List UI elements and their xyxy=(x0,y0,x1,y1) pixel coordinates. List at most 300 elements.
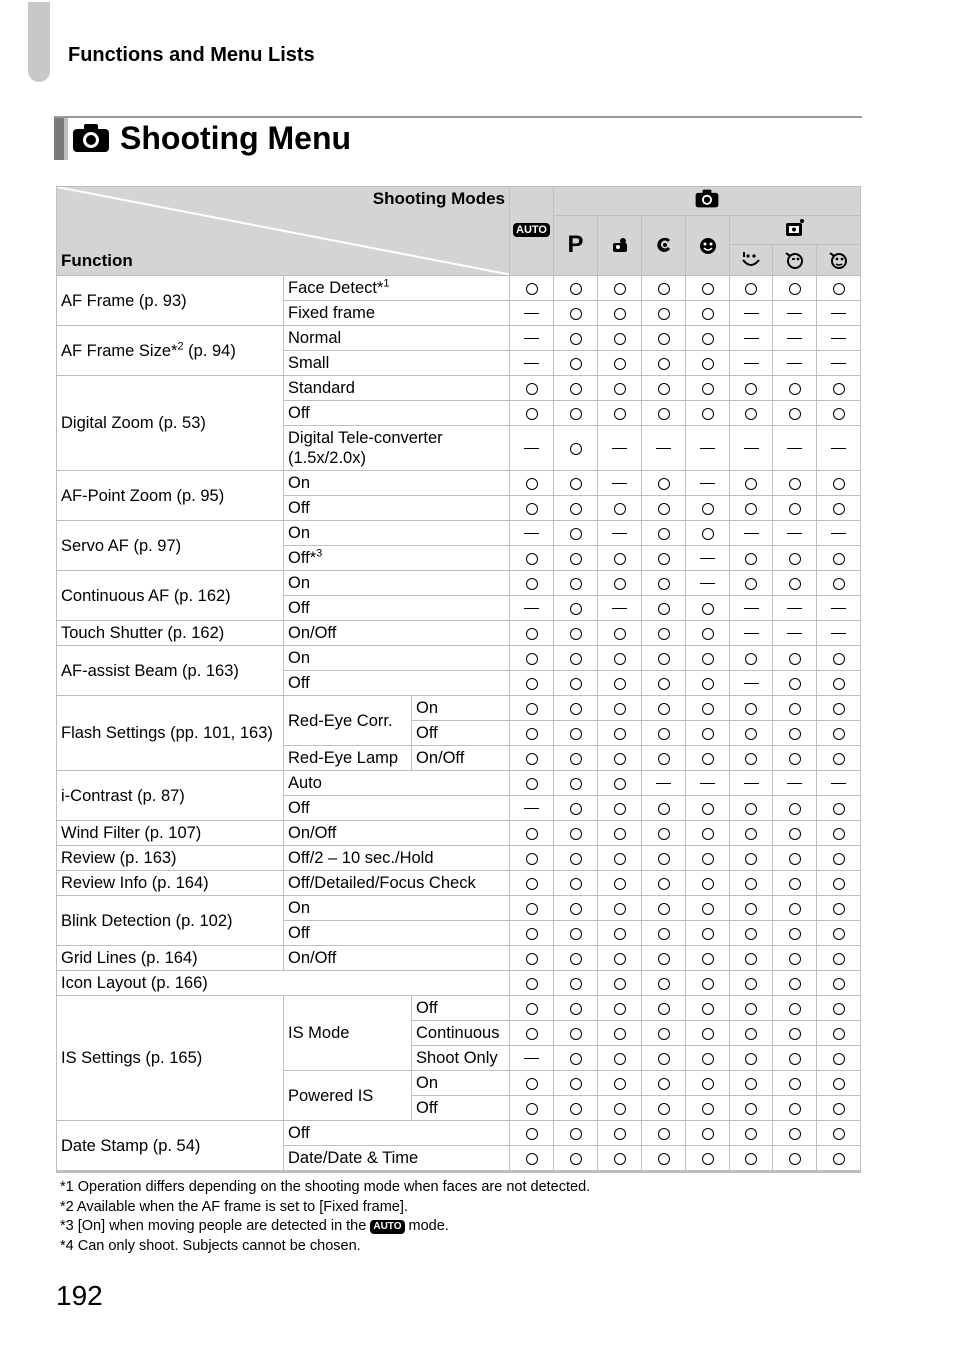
mode-availability-cell xyxy=(554,946,598,971)
page-title xyxy=(72,118,351,158)
available-mark xyxy=(833,1003,845,1015)
available-mark xyxy=(614,653,626,665)
option-cell: Small xyxy=(284,351,510,376)
available-mark xyxy=(745,1153,757,1165)
mode-availability-cell xyxy=(773,1071,817,1096)
mode-availability-cell xyxy=(773,796,817,821)
function-cell: AF Frame Size*$^2$ (p. 94) xyxy=(57,326,284,376)
mode-availability-cell xyxy=(686,1121,730,1146)
available-mark xyxy=(658,978,670,990)
available-mark xyxy=(614,953,626,965)
mode-availability-cell xyxy=(510,646,554,671)
mode-availability-cell xyxy=(642,771,686,796)
available-mark xyxy=(745,478,757,490)
available-mark xyxy=(658,953,670,965)
kids-pets-icon xyxy=(598,237,641,255)
available-mark xyxy=(658,1053,670,1065)
unavailable-mark xyxy=(787,783,802,784)
mode-availability-cell xyxy=(730,821,773,846)
unavailable-mark xyxy=(787,313,802,314)
mode-availability-cell xyxy=(730,946,773,971)
unavailable-mark xyxy=(744,338,759,339)
mode-availability-cell xyxy=(730,1046,773,1071)
available-mark xyxy=(833,928,845,940)
available-mark xyxy=(745,1103,757,1115)
option-cell: Standard xyxy=(284,376,510,401)
available-mark xyxy=(789,408,801,420)
mode-availability-cell xyxy=(817,921,861,946)
self-timer-smile-icon xyxy=(730,250,772,270)
mode-availability-cell xyxy=(773,746,817,771)
available-mark xyxy=(570,308,582,320)
mode-availability-cell xyxy=(510,946,554,971)
available-mark xyxy=(789,653,801,665)
portrait-icon xyxy=(642,236,685,256)
available-mark xyxy=(526,283,538,295)
mode-availability-cell xyxy=(773,946,817,971)
mode-availability-cell xyxy=(773,621,817,646)
mode-availability-cell xyxy=(730,376,773,401)
available-mark xyxy=(658,333,670,345)
mode-availability-cell xyxy=(773,401,817,426)
mode-availability-cell xyxy=(773,921,817,946)
available-mark xyxy=(745,828,757,840)
mode-availability-cell xyxy=(642,671,686,696)
mode-availability-cell xyxy=(686,596,730,621)
mode-availability-cell xyxy=(686,946,730,971)
available-mark xyxy=(614,578,626,590)
table-row xyxy=(57,621,861,646)
mode-availability-cell xyxy=(773,571,817,596)
available-mark xyxy=(702,1028,714,1040)
mode-availability-cell xyxy=(598,376,642,401)
mode-availability-cell xyxy=(554,671,598,696)
sub-option-cell: On xyxy=(412,696,510,721)
mode-availability-cell xyxy=(730,1021,773,1046)
option-cell: Off/Detailed/Focus Check xyxy=(284,871,510,896)
available-mark xyxy=(526,728,538,740)
unavailable-mark xyxy=(656,448,671,449)
mode-availability-cell xyxy=(510,276,554,301)
mode-availability-cell xyxy=(642,326,686,351)
option-cell: Off xyxy=(284,496,510,521)
available-mark xyxy=(702,728,714,740)
available-mark xyxy=(614,283,626,295)
available-mark xyxy=(526,953,538,965)
function-cell: Grid Lines (p. 164) xyxy=(57,946,284,971)
mode-availability-cell xyxy=(510,771,554,796)
table-row xyxy=(57,946,861,971)
footnote-3: *3 [On] when moving people are detected in the AUTO mode. xyxy=(60,1218,449,1234)
mode-availability-cell xyxy=(773,301,817,326)
mode-availability-cell xyxy=(686,301,730,326)
mode-availability-cell xyxy=(598,771,642,796)
available-mark xyxy=(833,953,845,965)
mode-availability-cell xyxy=(730,746,773,771)
option-cell: Digital Tele-converter (1.5x/2.0x) xyxy=(284,426,510,471)
available-mark xyxy=(658,653,670,665)
mode-availability-cell xyxy=(510,471,554,496)
available-mark xyxy=(702,628,714,640)
smart-shutter-header xyxy=(686,216,730,276)
unavailable-mark xyxy=(787,533,802,534)
available-mark xyxy=(658,308,670,320)
available-mark xyxy=(526,628,538,640)
unavailable-mark xyxy=(700,558,715,559)
available-mark xyxy=(833,1078,845,1090)
mode-availability-cell xyxy=(598,1021,642,1046)
mode-availability-cell xyxy=(598,496,642,521)
unavailable-mark xyxy=(787,338,802,339)
table-corner-header xyxy=(57,187,510,276)
mode-availability-cell xyxy=(598,1121,642,1146)
mode-availability-cell xyxy=(730,1071,773,1096)
available-mark xyxy=(789,703,801,715)
available-mark xyxy=(833,1103,845,1115)
mode-availability-cell xyxy=(730,326,773,351)
available-mark xyxy=(614,878,626,890)
mode-availability-cell xyxy=(817,721,861,746)
available-mark xyxy=(745,928,757,940)
mode-availability-cell xyxy=(598,596,642,621)
mode-availability-cell xyxy=(642,546,686,571)
mode-availability-cell xyxy=(642,351,686,376)
mode-availability-cell xyxy=(510,1146,554,1172)
mode-availability-cell xyxy=(642,871,686,896)
unavailable-mark xyxy=(744,533,759,534)
available-mark xyxy=(526,853,538,865)
available-mark xyxy=(570,1003,582,1015)
mode-availability-cell xyxy=(773,1096,817,1121)
mode-availability-cell xyxy=(730,301,773,326)
available-mark xyxy=(745,978,757,990)
shooting-menu-table xyxy=(56,186,861,1173)
unavailable-mark xyxy=(524,338,539,339)
mode-availability-cell xyxy=(817,376,861,401)
mode-availability-cell xyxy=(554,276,598,301)
mode-availability-cell xyxy=(773,971,817,996)
available-mark xyxy=(658,1028,670,1040)
function-cell: Icon Layout (p. 166) xyxy=(57,971,510,996)
mode-availability-cell xyxy=(598,846,642,871)
available-mark xyxy=(526,978,538,990)
mode-availability-cell xyxy=(510,326,554,351)
mode-availability-cell xyxy=(686,426,730,471)
available-mark xyxy=(614,1153,626,1165)
mode-availability-cell xyxy=(686,571,730,596)
mode-availability-cell xyxy=(510,621,554,646)
mode-availability-cell xyxy=(642,401,686,426)
unavailable-mark xyxy=(744,683,759,684)
available-mark xyxy=(614,703,626,715)
smile-header xyxy=(730,245,773,276)
chapter-tab xyxy=(28,2,50,82)
p-mode-icon: P xyxy=(567,230,584,258)
mode-availability-cell xyxy=(817,821,861,846)
sub-option-cell: On xyxy=(412,1071,510,1096)
option-cell: On xyxy=(284,896,510,921)
mode-availability-cell xyxy=(730,401,773,426)
smart-shutter-camera-icon xyxy=(784,224,806,242)
unavailable-mark xyxy=(831,608,846,609)
mode-availability-cell xyxy=(686,721,730,746)
option-cell: On xyxy=(284,646,510,671)
mode-availability-cell xyxy=(510,846,554,871)
function-cell: Date Stamp (p. 54) xyxy=(57,1121,284,1172)
available-mark xyxy=(614,1003,626,1015)
mode-availability-cell xyxy=(686,471,730,496)
available-mark xyxy=(745,553,757,565)
available-mark xyxy=(789,928,801,940)
available-mark xyxy=(614,678,626,690)
available-mark xyxy=(702,383,714,395)
mode-availability-cell xyxy=(598,546,642,571)
table-row xyxy=(57,896,861,921)
mode-availability-cell xyxy=(598,621,642,646)
mode-availability-cell xyxy=(554,301,598,326)
function-cell: Blink Detection (p. 102) xyxy=(57,896,284,946)
available-mark xyxy=(526,753,538,765)
mode-availability-cell xyxy=(686,276,730,301)
mode-availability-cell xyxy=(510,301,554,326)
mode-availability-cell xyxy=(730,671,773,696)
available-mark xyxy=(745,803,757,815)
mode-availability-cell xyxy=(554,621,598,646)
function-cell: i-Contrast (p. 87) xyxy=(57,771,284,821)
available-mark xyxy=(570,803,582,815)
available-mark xyxy=(658,803,670,815)
function-cell: Wind Filter (p. 107) xyxy=(57,821,284,846)
available-mark xyxy=(526,553,538,565)
available-mark xyxy=(570,528,582,540)
available-mark xyxy=(614,1128,626,1140)
available-mark xyxy=(789,978,801,990)
mode-availability-cell xyxy=(554,496,598,521)
mode-availability-cell xyxy=(817,426,861,471)
available-mark xyxy=(658,628,670,640)
mode-availability-cell xyxy=(817,646,861,671)
mode-availability-cell xyxy=(642,796,686,821)
available-mark xyxy=(614,753,626,765)
sub-option-cell: Off xyxy=(412,721,510,746)
available-mark xyxy=(702,678,714,690)
available-mark xyxy=(658,408,670,420)
available-mark xyxy=(570,578,582,590)
mode-availability-cell xyxy=(686,921,730,946)
mode-availability-cell xyxy=(686,1046,730,1071)
available-mark xyxy=(614,853,626,865)
option-cell: Off*$^3$ xyxy=(284,546,510,571)
available-mark xyxy=(526,1153,538,1165)
available-mark xyxy=(702,1153,714,1165)
mode-availability-cell xyxy=(554,721,598,746)
option-cell: Off/2 – 10 sec./Hold xyxy=(284,846,510,871)
available-mark xyxy=(702,333,714,345)
mode-availability-cell xyxy=(554,646,598,671)
mode-availability-cell xyxy=(730,1096,773,1121)
available-mark xyxy=(614,778,626,790)
option-cell: Face Detect*$^1$ xyxy=(284,276,510,301)
available-mark xyxy=(570,728,582,740)
mode-availability-cell xyxy=(642,1121,686,1146)
mode-availability-cell xyxy=(730,871,773,896)
available-mark xyxy=(570,953,582,965)
available-mark xyxy=(745,878,757,890)
option-cell: Powered IS xyxy=(284,1071,412,1121)
option-cell: Off xyxy=(284,796,510,821)
mode-availability-cell xyxy=(642,521,686,546)
mode-availability-cell xyxy=(730,1146,773,1172)
mode-availability-cell xyxy=(598,871,642,896)
mode-availability-cell xyxy=(598,471,642,496)
mode-availability-cell xyxy=(510,521,554,546)
shooting-modes-label: Shooting Modes xyxy=(372,189,505,208)
mode-availability-cell xyxy=(642,971,686,996)
available-mark xyxy=(526,478,538,490)
table-row xyxy=(57,376,861,401)
mode-availability-cell xyxy=(598,571,642,596)
title-accent-bar-light xyxy=(64,118,68,160)
available-mark xyxy=(526,703,538,715)
available-mark xyxy=(570,703,582,715)
mode-availability-cell xyxy=(554,921,598,946)
unavailable-mark xyxy=(612,483,627,484)
function-cell: Review (p. 163) xyxy=(57,846,284,871)
option-cell: Red-Eye Lamp xyxy=(284,746,412,771)
mode-availability-cell xyxy=(598,646,642,671)
available-mark xyxy=(789,1053,801,1065)
p-mode-header xyxy=(554,216,598,276)
mode-availability-cell xyxy=(554,696,598,721)
available-mark xyxy=(570,628,582,640)
mode-availability-cell xyxy=(554,1046,598,1071)
mode-availability-cell xyxy=(686,671,730,696)
mode-availability-cell xyxy=(510,1096,554,1121)
mode-availability-cell xyxy=(598,671,642,696)
available-mark xyxy=(658,1003,670,1015)
available-mark xyxy=(658,358,670,370)
available-mark xyxy=(658,383,670,395)
option-cell: Normal xyxy=(284,326,510,351)
available-mark xyxy=(658,728,670,740)
option-cell: On xyxy=(284,471,510,496)
available-mark xyxy=(570,383,582,395)
mode-availability-cell xyxy=(817,401,861,426)
mode-availability-cell xyxy=(730,471,773,496)
available-mark xyxy=(570,1128,582,1140)
mode-availability-cell xyxy=(773,721,817,746)
available-mark xyxy=(833,653,845,665)
available-mark xyxy=(789,728,801,740)
mode-availability-cell xyxy=(730,521,773,546)
function-cell: IS Settings (p. 165) xyxy=(57,996,284,1121)
mode-availability-cell xyxy=(817,571,861,596)
mode-availability-cell xyxy=(642,471,686,496)
footnotes xyxy=(60,1178,590,1256)
available-mark xyxy=(570,678,582,690)
function-cell: Digital Zoom (p. 53) xyxy=(57,376,284,471)
available-mark xyxy=(526,1028,538,1040)
mode-availability-cell xyxy=(554,546,598,571)
available-mark xyxy=(745,283,757,295)
available-mark xyxy=(526,878,538,890)
mode-availability-cell xyxy=(510,671,554,696)
unavailable-mark xyxy=(524,448,539,449)
available-mark xyxy=(833,553,845,565)
mode-availability-cell xyxy=(773,996,817,1021)
available-mark xyxy=(789,753,801,765)
table-row xyxy=(57,821,861,846)
option-cell: Off xyxy=(284,1121,510,1146)
mode-availability-cell xyxy=(773,871,817,896)
available-mark xyxy=(789,578,801,590)
available-mark xyxy=(702,878,714,890)
mode-availability-cell xyxy=(598,1071,642,1096)
mode-availability-cell xyxy=(686,771,730,796)
mode-availability-cell xyxy=(510,571,554,596)
available-mark xyxy=(702,603,714,615)
mode-availability-cell xyxy=(598,521,642,546)
auto-icon: AUTO xyxy=(510,223,553,237)
table-row xyxy=(57,471,861,496)
mode-availability-cell xyxy=(817,1071,861,1096)
mode-availability-cell xyxy=(730,621,773,646)
available-mark xyxy=(658,853,670,865)
mode-availability-cell xyxy=(773,896,817,921)
table-row xyxy=(57,326,861,351)
mode-availability-cell xyxy=(642,746,686,771)
mode-availability-cell xyxy=(817,996,861,1021)
auto-mode-header xyxy=(510,187,554,276)
unavailable-mark xyxy=(787,608,802,609)
available-mark xyxy=(702,528,714,540)
available-mark xyxy=(702,853,714,865)
available-mark xyxy=(570,333,582,345)
mode-availability-cell xyxy=(686,871,730,896)
mode-availability-cell xyxy=(598,351,642,376)
available-mark xyxy=(526,778,538,790)
available-mark xyxy=(833,478,845,490)
mode-availability-cell xyxy=(817,971,861,996)
available-mark xyxy=(745,503,757,515)
available-mark xyxy=(570,603,582,615)
option-cell: Date/Date & Time xyxy=(284,1146,510,1172)
mode-availability-cell xyxy=(598,821,642,846)
mode-availability-cell xyxy=(642,276,686,301)
footnote-4: *4 Can only shoot. Subjects cannot be chosen. xyxy=(60,1237,361,1254)
mode-availability-cell xyxy=(510,996,554,1021)
available-mark xyxy=(702,358,714,370)
mode-availability-cell xyxy=(510,796,554,821)
unavailable-mark xyxy=(831,313,846,314)
available-mark xyxy=(702,953,714,965)
mode-availability-cell xyxy=(730,276,773,301)
available-mark xyxy=(702,503,714,515)
mode-availability-cell xyxy=(817,1046,861,1071)
function-label: Function xyxy=(61,251,133,270)
available-mark xyxy=(833,1028,845,1040)
mode-availability-cell xyxy=(817,326,861,351)
mode-availability-cell xyxy=(554,971,598,996)
available-mark xyxy=(833,878,845,890)
available-mark xyxy=(570,1153,582,1165)
mode-availability-cell xyxy=(598,276,642,301)
option-cell: Auto xyxy=(284,771,510,796)
unavailable-mark xyxy=(524,808,539,809)
mode-availability-cell xyxy=(686,696,730,721)
wink-self-timer-icon xyxy=(773,250,816,270)
available-mark xyxy=(570,903,582,915)
